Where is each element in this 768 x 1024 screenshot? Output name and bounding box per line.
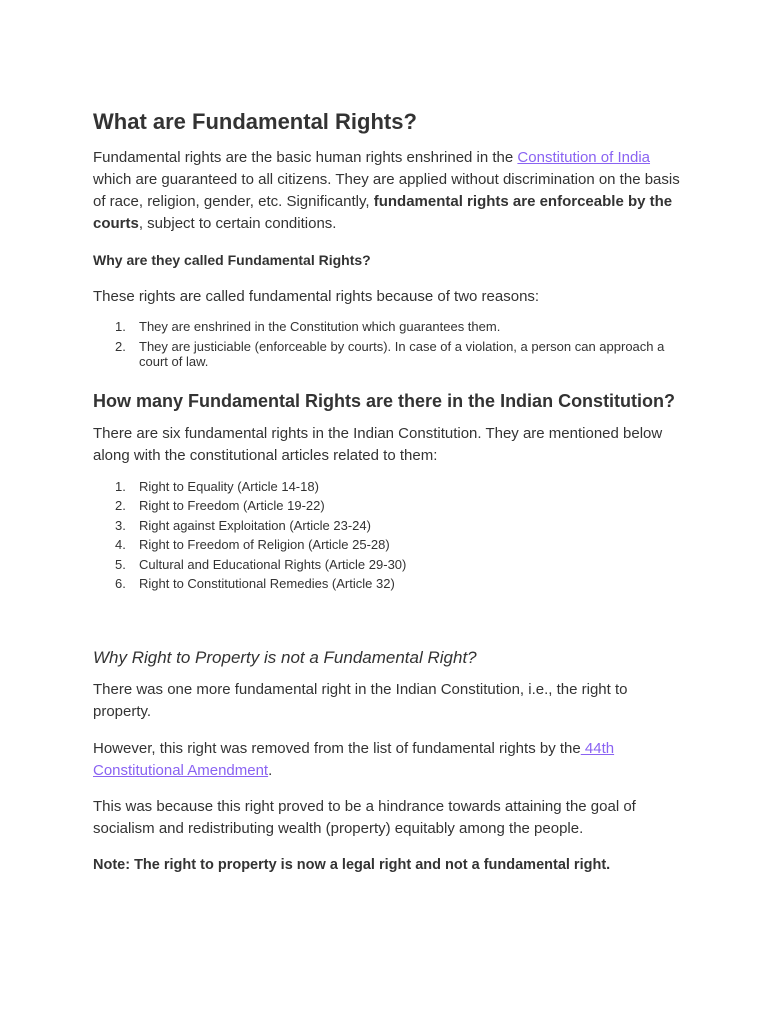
list-number: 1. — [115, 479, 126, 494]
intro-text-1: Fundamental rights are the basic human rights enshrined in the — [93, 149, 518, 166]
why-called-paragraph: These rights are called fundamental rights because of two reasons: — [93, 288, 540, 305]
intro-text-3: , subject to certain conditions. — [138, 215, 337, 232]
list-item-text: Right to Freedom (Article 19-22) — [139, 498, 325, 514]
list-item — [93, 557, 683, 572]
list-number: 4. — [115, 537, 126, 553]
list-item-text: They are justiciable (enforceable by courts). In case of a violation, a person can approach a court of law. — [139, 339, 665, 369]
intro-paragraph — [93, 147, 683, 235]
six-rights-paragraph: There are six fundamental rights in the Indian Constitution. They are mentioned below along with the constitutional articles related to them: — [93, 425, 663, 464]
list-item-text: Right to Freedom of Religion (Article 25-28) — [139, 537, 390, 553]
hindrance-paragraph: This was because this right proved to be a hindrance towards attaining the goal of socialism and redistributing wealth (property) equitably among the people. — [93, 797, 636, 837]
removed-paragraph — [93, 738, 683, 782]
list-item — [93, 319, 683, 334]
list-item-text: Right against Exploitation (Article 23-24) — [139, 517, 371, 533]
list-number: 6. — [115, 575, 126, 591]
list-number: 2. — [115, 339, 126, 354]
list-number: 2. — [115, 498, 126, 514]
article-body — [93, 107, 683, 875]
list-item-text: Right to Equality (Article 14-18) — [139, 479, 319, 494]
list-number: 3. — [115, 517, 126, 533]
list-number: 1. — [115, 319, 126, 334]
rights-list — [93, 479, 683, 591]
list-item — [93, 576, 683, 591]
list-item — [93, 537, 683, 552]
list-item — [93, 498, 683, 513]
list-number: 5. — [115, 556, 126, 572]
page-title: What are Fundamental Rights? — [93, 109, 417, 134]
removed-text-1: However, this right was removed from the list of fundamental rights by the — [93, 739, 581, 757]
list-item — [93, 479, 683, 494]
list-item-text: They are enshrined in the Constitution which guarantees them. — [139, 319, 501, 334]
44th-amendment-link[interactable]: 44th Constitutional Amendment — [93, 739, 615, 779]
reasons-list — [93, 319, 683, 369]
property-heading: Why Right to Property is not a Fundamental Right? — [93, 647, 477, 667]
intro-bold-text: fundamental rights are enforceable by the courts — [93, 193, 673, 232]
list-item-text: Cultural and Educational Rights (Article 29-30) — [139, 556, 407, 572]
constitution-of-india-link[interactable]: Constitution of India — [517, 149, 651, 166]
list-item — [93, 518, 683, 533]
list-item-text: Right to Constitutional Remedies (Article 32) — [139, 575, 395, 591]
note-text: Note: The right to property is now a legal right and not a fundamental right. — [93, 856, 611, 873]
intro-text-2: which are guaranteed to all citizens. They are applied without discrimination on the basis of race, religion, gender, etc. Significantly, — [93, 171, 680, 210]
removed-text-2: . — [268, 761, 273, 779]
why-called-heading: Why are they called Fundamental Rights? — [93, 252, 371, 268]
list-item — [93, 339, 683, 369]
property-paragraph: There was one more fundamental right in the Indian Constitution, i.e., the right to property. — [93, 680, 628, 720]
how-many-heading: How many Fundamental Rights are there in the Indian Constitution? — [93, 391, 676, 411]
